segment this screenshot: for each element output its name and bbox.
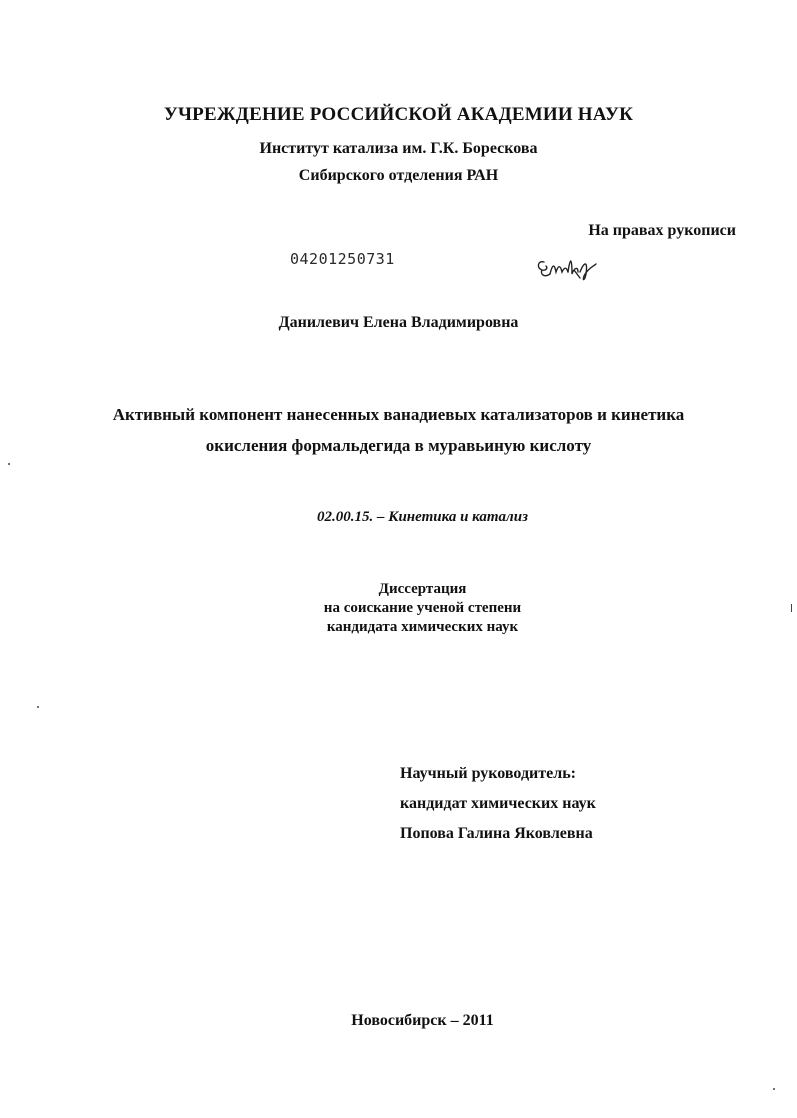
scan-speck <box>8 463 10 465</box>
handwritten-signature <box>534 248 606 284</box>
thesis-degree: кандидата химических наук <box>326 619 519 635</box>
thesis-type: Диссертация <box>378 581 467 597</box>
author-name: Данилевич Елена Владимировна <box>278 314 519 331</box>
institute-branch: Сибирского отделения РАН <box>298 167 499 184</box>
document-number-stamp: 04201250731 <box>290 250 395 268</box>
institution-header: УЧРЕЖДЕНИЕ РОССИЙСКОЙ АКАДЕМИИ НАУК <box>163 104 634 125</box>
scan-speck <box>773 1088 775 1090</box>
specialty-code: 02.00.15. – Кинетика и катализ <box>317 509 528 525</box>
rights-note: На правах рукописи <box>588 222 736 239</box>
supervisor-label: Научный руководитель: <box>400 765 576 782</box>
scan-speck <box>791 604 792 612</box>
thesis-title-line-2: окисления формальдегида в муравьиную кислоту <box>205 436 592 455</box>
institute-name: Институт катализа им. Г.К. Борескова <box>259 140 538 157</box>
scan-speck <box>37 706 39 708</box>
supervisor-degree: кандидат химических наук <box>400 795 596 812</box>
thesis-purpose: на соискание ученой степени <box>323 600 522 616</box>
place-year: Новосибирск – 2011 <box>351 1012 494 1029</box>
supervisor-name: Попова Галина Яковлевна <box>400 825 593 842</box>
thesis-title-line-1: Активный компонент нанесенных ванадиевых катализаторов и кинетика <box>112 405 685 424</box>
